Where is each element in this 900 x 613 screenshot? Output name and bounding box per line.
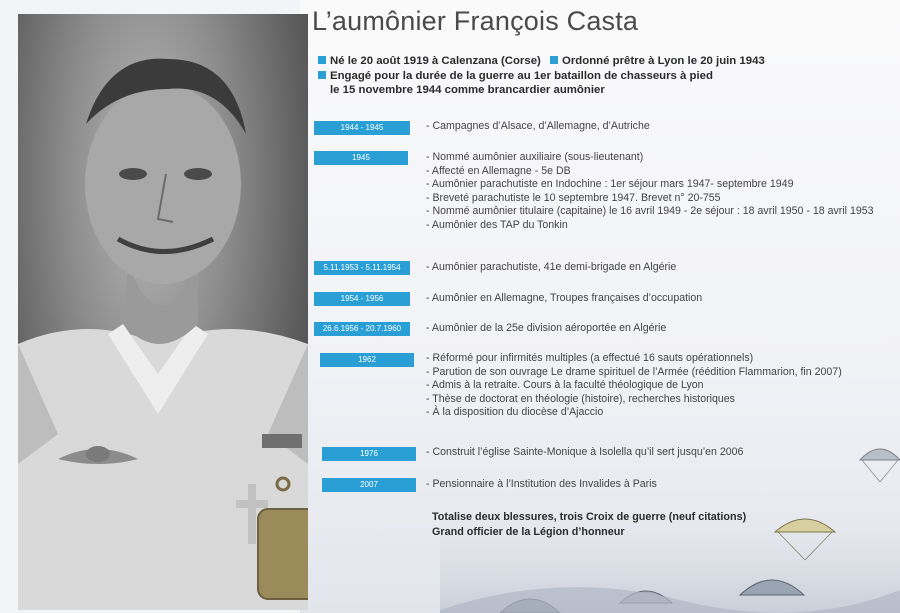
timeline-entry-line: - Nommé aumônier auxiliaire (sous-lieutenant)	[426, 151, 644, 163]
intro-line-3	[318, 83, 888, 98]
timeline-entry	[426, 120, 650, 134]
birth-text: Né le 20 août 1919 à Calenzana (Corse)	[330, 55, 541, 67]
timeline-entry-line: - Aumônier parachutiste en Indochine : 1er séjour mars 1947- septembre 1949	[426, 178, 794, 191]
timeline-date-badge: 1976	[322, 447, 416, 461]
timeline-entry	[426, 292, 702, 306]
intro-line-2	[318, 69, 888, 84]
timeline-date-badge: 5.11.1953 - 5.11.1954	[314, 261, 410, 275]
square-bullet-icon	[550, 56, 558, 64]
legion-honneur-text: Grand officier de la Légion d’honneur	[432, 525, 625, 538]
timeline-entry	[426, 446, 743, 460]
square-bullet-icon	[318, 71, 326, 79]
honors-text: Totalise deux blessures, trois Croix de guerre (neuf citations)	[432, 511, 747, 523]
timeline-entry	[426, 261, 676, 275]
timeline-date-badge: 1954 - 1956	[314, 292, 410, 306]
ordination-text: Ordonné prêtre à Lyon le 20 juin 1943	[562, 55, 765, 67]
intro-line-1	[318, 54, 888, 69]
timeline-date-badge: 26.6.1956 - 20.7.1960	[314, 322, 410, 336]
timeline-entry-line: - Aumônier parachutiste, 41e demi-brigade en Algérie	[426, 261, 677, 273]
timeline-entry-line: - Parution de son ouvrage Le drame spirituel de l’Armée (réédition Flammarion, fin 2007)	[426, 365, 842, 378]
timeline-entry-line: - Pensionnaire à l’Institution des Invalides à Paris	[426, 478, 657, 490]
timeline-entry-line: - Réformé pour infirmités multiples (a effectué 16 sauts opérationnels)	[426, 352, 754, 364]
timeline-entry-line: - Breveté parachutiste le 10 septembre 1947. Brevet n° 20-755	[426, 191, 721, 204]
timeline-entry-line: - Nommé aumônier titulaire (capitaine) le 16 avril 1949 - 2e séjour : 18 avril 1950 - 18 avril 1953	[426, 205, 874, 218]
timeline-entry	[426, 352, 842, 420]
timeline-entry-line: - Affecté en Allemagne - 5e DB	[426, 164, 571, 177]
page-title: L’aumônier François Casta	[312, 6, 639, 36]
enlistment-date-text: le 15 novembre 1944 comme brancardier aumônier	[330, 84, 605, 96]
square-bullet-icon	[318, 56, 326, 64]
timeline-entry-line: - Thèse de doctorat en théologie (histoire), recherches historiques	[426, 392, 735, 405]
timeline-entry	[426, 478, 657, 492]
timeline-date-badge: 1962	[320, 353, 414, 367]
timeline-entry	[426, 151, 874, 233]
timeline-entry	[426, 322, 666, 336]
intro-block	[318, 54, 888, 98]
portrait-illustration	[18, 14, 308, 610]
enlistment-text: Engagé pour la durée de la guerre au 1er bataillon de chasseurs à pied	[330, 69, 713, 82]
timeline-entry-line: - Campagnes d’Alsace, d’Allemagne, d’Autriche	[426, 120, 650, 132]
timeline-date-badge: 2007	[322, 478, 416, 492]
timeline-entry-line: - Aumônier des TAP du Tonkin	[426, 218, 568, 231]
timeline-date-badge: 1945	[314, 151, 408, 165]
timeline-entry-line: - Admis à la retraite. Cours à la faculté théologique de Lyon	[426, 379, 704, 392]
closing-block	[432, 510, 746, 539]
portrait-photo	[18, 14, 308, 610]
timeline-date-badge: 1944 - 1945	[314, 121, 410, 135]
timeline-entry-line: - Aumônier de la 25e division aéroportée en Algérie	[426, 322, 667, 334]
timeline-entry-line: - À la disposition du diocèse d’Ajaccio	[426, 406, 604, 419]
timeline-entry-line: - Aumônier en Allemagne, Troupes françaises d’occupation	[426, 292, 703, 304]
timeline-entry-line: - Construit l’église Sainte-Monique à Isolella qu’il sert jusqu’en 2006	[426, 446, 744, 458]
